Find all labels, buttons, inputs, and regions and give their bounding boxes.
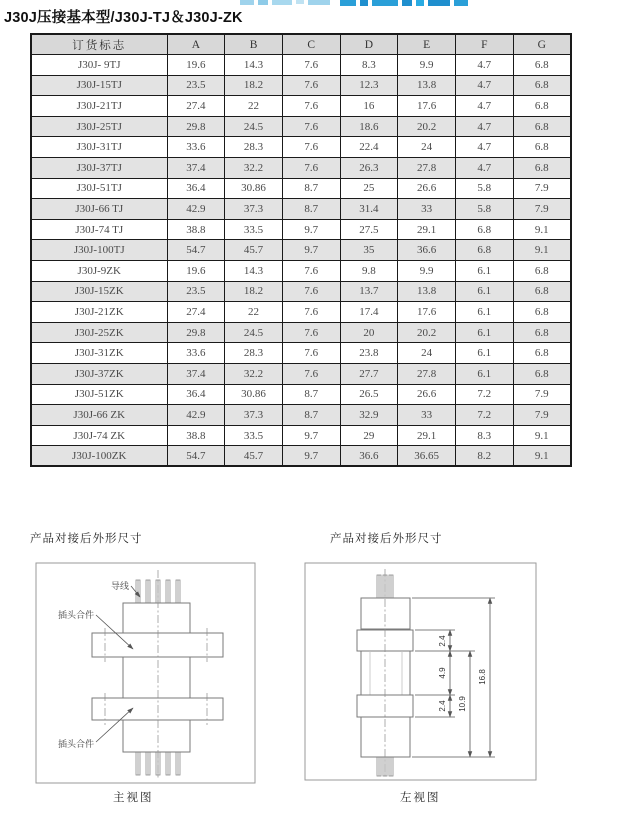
table-cell: 9.9 — [398, 55, 456, 76]
wire-leader — [131, 586, 140, 597]
table-cell: 28.3 — [225, 137, 283, 158]
table-row — [31, 405, 571, 426]
plug-bottom-leader — [96, 708, 133, 742]
table-cell: 7.9 — [513, 178, 571, 199]
table-cell: J30J-66 ZK — [31, 405, 167, 426]
table-cell: 13.8 — [398, 75, 456, 96]
table-cell: 6.8 — [455, 219, 513, 240]
table-row — [31, 158, 571, 179]
table-cell: J30J-15TJ — [31, 75, 167, 96]
table-cell: 6.8 — [513, 158, 571, 179]
table-cell: 29.1 — [398, 425, 456, 446]
table-cell: 35 — [340, 240, 398, 261]
table-cell: 17.6 — [398, 96, 456, 117]
table-cell: 22.4 — [340, 137, 398, 158]
table-cell: 22 — [225, 96, 283, 117]
table-cell: 7.6 — [282, 302, 340, 323]
table-cell: 25 — [340, 178, 398, 199]
table-cell: 7.6 — [282, 343, 340, 364]
table-cell: 6.8 — [513, 75, 571, 96]
blue-fragment — [240, 0, 254, 5]
table-cell: J30J-15ZK — [31, 281, 167, 302]
table-cell: 4.7 — [455, 96, 513, 117]
column-header: D — [340, 34, 398, 55]
table-row — [31, 199, 571, 220]
table-cell: 6.1 — [455, 343, 513, 364]
table-cell: 38.8 — [167, 219, 225, 240]
table-cell: 4.7 — [455, 137, 513, 158]
table-cell: 7.6 — [282, 364, 340, 385]
table-cell: 9.9 — [398, 261, 456, 282]
table-cell: J30J-25ZK — [31, 322, 167, 343]
dim-overall: 16.8 — [478, 669, 487, 685]
blue-fragment — [340, 0, 356, 6]
table-cell: J30J-51ZK — [31, 384, 167, 405]
table-cell: 6.8 — [513, 322, 571, 343]
table-cell: 9.7 — [282, 446, 340, 467]
table-cell: 8.7 — [282, 384, 340, 405]
table-cell: 24 — [398, 343, 456, 364]
table-cell: J30J-74 ZK — [31, 425, 167, 446]
side-view-title: 产品对接后外形尺寸 — [330, 533, 443, 545]
blue-fragment — [296, 0, 304, 4]
table-cell: 37.3 — [225, 199, 283, 220]
column-header: 订货标志 — [31, 34, 167, 55]
side-view-drawing — [298, 556, 543, 788]
table-cell: 5.8 — [455, 178, 513, 199]
dim-flange-bottom: 2.4 — [438, 700, 447, 712]
table-cell: 29.1 — [398, 219, 456, 240]
table-cell: 6.8 — [513, 96, 571, 117]
table-cell: 27.8 — [398, 158, 456, 179]
table-cell: 19.6 — [167, 55, 225, 76]
table-cell: 36.6 — [340, 446, 398, 467]
table-cell: J30J-51TJ — [31, 178, 167, 199]
table-cell: 26.5 — [340, 384, 398, 405]
table-row — [31, 137, 571, 158]
plug-top-label: 插头合件 — [57, 610, 94, 620]
dim-gap: 4.9 — [438, 667, 447, 679]
table-cell: 8.2 — [455, 446, 513, 467]
front-view-caption: 主视图 — [113, 792, 154, 804]
table-cell: J30J-21ZK — [31, 302, 167, 323]
table-cell: J30J- 9TJ — [31, 55, 167, 76]
table-row — [31, 364, 571, 385]
blue-fragment — [416, 0, 424, 6]
plug-bottom-label: 插头合件 — [57, 739, 94, 749]
table-cell: 19.6 — [167, 261, 225, 282]
table-cell: 6.1 — [455, 364, 513, 385]
column-header: E — [398, 34, 456, 55]
table-cell: 7.2 — [455, 384, 513, 405]
table-cell: 23.8 — [340, 343, 398, 364]
table-cell: 6.8 — [513, 55, 571, 76]
table-cell: 8.3 — [340, 55, 398, 76]
table-cell: 8.7 — [282, 178, 340, 199]
table-cell: J30J-31TJ — [31, 137, 167, 158]
table-row — [31, 55, 571, 76]
table-cell: 24.5 — [225, 322, 283, 343]
table-cell: 42.9 — [167, 405, 225, 426]
table-cell: 7.6 — [282, 116, 340, 137]
table-cell: 26.6 — [398, 178, 456, 199]
table-cell: 13.7 — [340, 281, 398, 302]
table-cell: 5.8 — [455, 199, 513, 220]
dim-inner: 10.9 — [458, 696, 467, 712]
table-cell: 6.8 — [513, 137, 571, 158]
table-row — [31, 302, 571, 323]
table-cell: 27.4 — [167, 302, 225, 323]
table-cell: 26.6 — [398, 384, 456, 405]
table-cell: 4.7 — [455, 116, 513, 137]
table-cell: 6.1 — [455, 322, 513, 343]
table-cell: 29.8 — [167, 322, 225, 343]
table-cell: 37.4 — [167, 364, 225, 385]
table-cell: 33 — [398, 405, 456, 426]
table-cell: 17.4 — [340, 302, 398, 323]
table-cell: J30J-9ZK — [31, 261, 167, 282]
table-cell: 4.7 — [455, 75, 513, 96]
table-cell: 14.3 — [225, 55, 283, 76]
drawing-frame — [305, 563, 536, 780]
table-cell: 7.6 — [282, 281, 340, 302]
table-row — [31, 75, 571, 96]
table-row — [31, 446, 571, 467]
table-cell: 9.1 — [513, 219, 571, 240]
table-cell: 29 — [340, 425, 398, 446]
table-row — [31, 425, 571, 446]
table-cell: 8.3 — [455, 425, 513, 446]
connector-outline — [92, 603, 223, 752]
table-cell: 8.7 — [282, 405, 340, 426]
table-cell: 9.1 — [513, 240, 571, 261]
table-cell: J30J-100ZK — [31, 446, 167, 467]
table-cell: 20.2 — [398, 116, 456, 137]
table-cell: 6.1 — [455, 261, 513, 282]
blue-fragment — [402, 0, 412, 6]
table-cell: 27.5 — [340, 219, 398, 240]
table-row — [31, 240, 571, 261]
blue-fragment — [428, 0, 450, 6]
table-cell: J30J-37TJ — [31, 158, 167, 179]
table-cell: 33.5 — [225, 219, 283, 240]
table-cell: 4.7 — [455, 158, 513, 179]
table-cell: 18.2 — [225, 75, 283, 96]
column-header: B — [225, 34, 283, 55]
table-cell: 23.5 — [167, 281, 225, 302]
table-cell: 6.1 — [455, 302, 513, 323]
table-cell: 54.7 — [167, 446, 225, 467]
table-cell: 9.1 — [513, 446, 571, 467]
table-cell: 28.3 — [225, 343, 283, 364]
table-cell: J30J-21TJ — [31, 96, 167, 117]
table-cell: 24.5 — [225, 116, 283, 137]
table-cell: 32.2 — [225, 158, 283, 179]
table-cell: 20 — [340, 322, 398, 343]
table-row — [31, 343, 571, 364]
table-row — [31, 219, 571, 240]
table-cell: 22 — [225, 302, 283, 323]
table-row — [31, 96, 571, 117]
table-cell: 7.9 — [513, 199, 571, 220]
table-cell: 36.4 — [167, 178, 225, 199]
table-cell: J30J-31ZK — [31, 343, 167, 364]
table-cell: 17.6 — [398, 302, 456, 323]
table-cell: 37.3 — [225, 405, 283, 426]
table-cell: 45.7 — [225, 446, 283, 467]
table-cell: 7.6 — [282, 158, 340, 179]
front-view-drawing — [28, 556, 258, 788]
table-cell: 33.5 — [225, 425, 283, 446]
table-cell: 26.3 — [340, 158, 398, 179]
table-cell: 16 — [340, 96, 398, 117]
column-header: F — [455, 34, 513, 55]
table-cell: J30J-37ZK — [31, 364, 167, 385]
dim-flange-top: 2.4 — [438, 635, 447, 647]
table-header — [31, 34, 571, 55]
blue-fragment — [360, 0, 368, 6]
table-cell: 32.2 — [225, 364, 283, 385]
table-cell: 7.9 — [513, 384, 571, 405]
table-cell: 37.4 — [167, 158, 225, 179]
table-cell: 27.4 — [167, 96, 225, 117]
table-cell: 36.65 — [398, 446, 456, 467]
blue-fragment — [308, 0, 330, 5]
blue-fragment — [272, 0, 292, 5]
table-cell: 31.4 — [340, 199, 398, 220]
table-cell: 9.7 — [282, 425, 340, 446]
table-cell: 29.8 — [167, 116, 225, 137]
table-row — [31, 261, 571, 282]
table-cell: 6.8 — [513, 116, 571, 137]
table-cell: 7.6 — [282, 55, 340, 76]
table-cell: 6.8 — [513, 302, 571, 323]
table-cell: 45.7 — [225, 240, 283, 261]
table-cell: 36.4 — [167, 384, 225, 405]
table-cell: 12.3 — [340, 75, 398, 96]
table-cell: 14.3 — [225, 261, 283, 282]
drawing-frame — [36, 563, 255, 783]
table-cell: 20.2 — [398, 322, 456, 343]
plug-top-leader — [96, 615, 133, 649]
table-cell: 8.7 — [282, 199, 340, 220]
table-cell: 7.6 — [282, 75, 340, 96]
table-cell: 27.8 — [398, 364, 456, 385]
dimension-table — [30, 33, 572, 467]
table-cell: J30J-100TJ — [31, 240, 167, 261]
column-header: C — [282, 34, 340, 55]
table-cell: 13.8 — [398, 281, 456, 302]
table-cell: 30.86 — [225, 178, 283, 199]
table-cell: 32.9 — [340, 405, 398, 426]
table-cell: J30J-25TJ — [31, 116, 167, 137]
table-cell: J30J-66 TJ — [31, 199, 167, 220]
column-header: G — [513, 34, 571, 55]
table-cell: 7.2 — [455, 405, 513, 426]
table-cell: 7.6 — [282, 96, 340, 117]
table-cell: 42.9 — [167, 199, 225, 220]
column-header: A — [167, 34, 225, 55]
table-cell: 36.6 — [398, 240, 456, 261]
table-cell: 7.6 — [282, 261, 340, 282]
table-cell: 7.6 — [282, 137, 340, 158]
table-cell: 18.2 — [225, 281, 283, 302]
table-cell: 30.86 — [225, 384, 283, 405]
table-cell: 33 — [398, 199, 456, 220]
table-cell: 9.7 — [282, 240, 340, 261]
table-cell: 7.6 — [282, 322, 340, 343]
table-cell: 38.8 — [167, 425, 225, 446]
side-view-caption: 左视图 — [400, 792, 441, 804]
table-row — [31, 116, 571, 137]
table-cell: 7.9 — [513, 405, 571, 426]
page-title: J30J压接基本型/J30J-TJ＆J30J-ZK — [4, 10, 243, 26]
table-cell: 18.6 — [340, 116, 398, 137]
table-cell: 33.6 — [167, 343, 225, 364]
wire-label: 导线 — [110, 581, 129, 591]
blue-fragment — [454, 0, 468, 6]
table-row — [31, 384, 571, 405]
table-cell: 6.8 — [513, 343, 571, 364]
table-cell: 4.7 — [455, 55, 513, 76]
table-cell: 6.8 — [513, 261, 571, 282]
table-cell: J30J-74 TJ — [31, 219, 167, 240]
table-cell: 6.8 — [455, 240, 513, 261]
table-cell: 6.1 — [455, 281, 513, 302]
front-view-title: 产品对接后外形尺寸 — [30, 533, 143, 545]
table-cell: 24 — [398, 137, 456, 158]
table-row — [31, 178, 571, 199]
table-cell: 9.7 — [282, 219, 340, 240]
blue-fragment — [258, 0, 268, 5]
table-cell: 6.8 — [513, 281, 571, 302]
table-cell: 6.8 — [513, 364, 571, 385]
table-cell: 27.7 — [340, 364, 398, 385]
blue-fragment — [372, 0, 398, 6]
table-cell: 54.7 — [167, 240, 225, 261]
table-cell: 9.1 — [513, 425, 571, 446]
table-cell: 23.5 — [167, 75, 225, 96]
table-cell: 33.6 — [167, 137, 225, 158]
table-row — [31, 322, 571, 343]
table-row — [31, 281, 571, 302]
table-cell: 9.8 — [340, 261, 398, 282]
